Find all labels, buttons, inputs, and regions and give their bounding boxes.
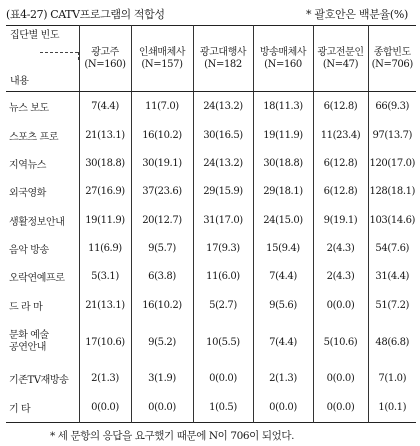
table-cell: 7(4.4) [253,263,313,291]
column-header: 인쇄매체사 (N=157) [131,26,193,92]
table-cell: 7(1.0) [368,365,416,393]
row-label: 드 라 마 [9,301,43,313]
table-cell: 48(6.8) [368,319,416,364]
table-cell: 0(0.0) [313,365,368,393]
table-cell: 15(9.4) [253,234,313,262]
table-cell: 17(9.3) [193,234,253,262]
table-row [6,263,416,291]
row-label: 생활정보안내 [9,216,65,228]
table-cell: 66(9.3) [368,92,416,121]
table-row [6,121,416,149]
table-row [6,206,416,234]
corner-cell [6,26,79,92]
table-title: (표4-27) CATV프로그램의 적합성 [6,8,165,21]
row-label: 스포츠 프로 [9,131,59,143]
table-row [6,291,416,319]
table-cell: 5(3.1) [79,263,131,291]
table-cell: 30(16.5) [193,121,253,149]
table-row [6,92,416,121]
table-cell: 97(13.7) [368,121,416,149]
table-row [6,319,416,364]
table-cell: 120(17.0) [368,149,416,177]
table-cell: 31(4.4) [368,263,416,291]
table-cell: 19(11.9) [253,121,313,149]
row-label: 뉴스 보도 [9,103,49,115]
table-cell: 9(5.2) [131,319,193,364]
table-cell: 7(4.4) [253,319,313,364]
table-cell: 6(12.8) [313,178,368,206]
table-cell: 30(18.8) [79,149,131,177]
corner-top-label: 집단별 빈도 [10,30,60,41]
table-cell: 24(13.2) [193,149,253,177]
table-cell: 2(4.3) [313,234,368,262]
table-cell: 30(18.8) [253,149,313,177]
table-cell: 24(13.2) [193,92,253,121]
table-cell: 54(7.6) [368,234,416,262]
table-cell: 21(13.1) [79,291,131,319]
table-cell: 51(7.2) [368,291,416,319]
corner-dash [40,52,78,53]
table-row [6,178,416,206]
row-label: 지역뉴스 [9,159,47,171]
corner-bottom-label: 내용 [10,76,29,88]
table-cell: 1(0.1) [368,393,416,422]
table-cell: 29(18.1) [253,178,313,206]
table-cell: 11(6.0) [193,263,253,291]
footnote: * 세 문항의 응답을 요구했기 때문에 N이 706이 되었다. [50,430,295,442]
header-row [6,26,416,92]
table-cell: 3(1.9) [131,365,193,393]
table-cell: 18(11.3) [253,92,313,121]
column-header: 광고대행사 (N=182 [193,26,253,92]
table-cell: 30(19.1) [131,149,193,177]
column-header: 방송매체사 (N=160 [253,26,313,92]
table-cell: 11(7.0) [131,92,193,121]
table-cell: 9(19.1) [313,206,368,234]
table-cell: 6(12.8) [313,92,368,121]
table-cell: 27(16.9) [79,178,131,206]
row-label: 외국영화 [9,188,47,200]
table-cell: 11(23.4) [313,121,368,149]
table-cell: 9(5.7) [131,234,193,262]
table-cell: 2(1.3) [253,365,313,393]
table-cell: 6(3.8) [131,263,193,291]
table-row [6,234,416,262]
table-cell: 16(10.2) [131,121,193,149]
table-cell: 9(5.6) [253,291,313,319]
table-cell: 17(10.6) [79,319,131,364]
table-cell: 37(23.6) [131,178,193,206]
row-label: 기 타 [9,404,31,416]
table-cell: 0(0.0) [253,393,313,422]
table-cell: 0(0.0) [313,291,368,319]
table-cell: 19(11.9) [79,206,131,234]
table-cell: 10(5.5) [193,319,253,364]
table-cell: 0(0.0) [131,393,193,422]
table-cell: 6(12.8) [313,149,368,177]
row-label: 기존TV재방송 [9,375,69,387]
table-cell: 0(0.0) [313,393,368,422]
row-label: 음악 방송 [9,245,49,256]
table-cell: 5(10.6) [313,319,368,364]
table-cell: 31(17.0) [193,206,253,234]
table-cell: 29(15.9) [193,178,253,206]
table-cell: 11(6.9) [79,234,131,262]
table-cell: 103(14.6) [368,206,416,234]
table-header [6,6,414,22]
table-cell: 0(0.0) [79,393,131,422]
table-cell: 7(4.4) [79,92,131,121]
table-row [6,365,416,393]
percent-note: * 괄호안은 백분율(%) [305,8,408,21]
table-row [6,149,416,177]
table-cell: 16(10.2) [131,291,193,319]
table-cell: 2(4.3) [313,263,368,291]
column-header: 광고주 (N=160) [79,26,131,92]
data-table [6,25,416,423]
table-cell: 20(12.7) [131,206,193,234]
table-cell: 128(18.1) [368,178,416,206]
table-cell: 2(1.3) [79,365,131,393]
table-cell: 0(0.0) [193,365,253,393]
table-body [6,92,416,423]
table-cell: 5(2.7) [193,291,253,319]
table-row [6,393,416,422]
row-label: 오락연예프로 [9,273,65,285]
table-cell: 24(15.0) [253,206,313,234]
column-header: 종합빈도 (N=706) [368,26,416,92]
table-cell: 21(13.1) [79,121,131,149]
column-header: 광고전문인 (N=47) [313,26,368,92]
row-label: 문화 예술 공연안내 [9,330,49,354]
table-cell: 1(0.5) [193,393,253,422]
corner-vdash [78,52,79,60]
